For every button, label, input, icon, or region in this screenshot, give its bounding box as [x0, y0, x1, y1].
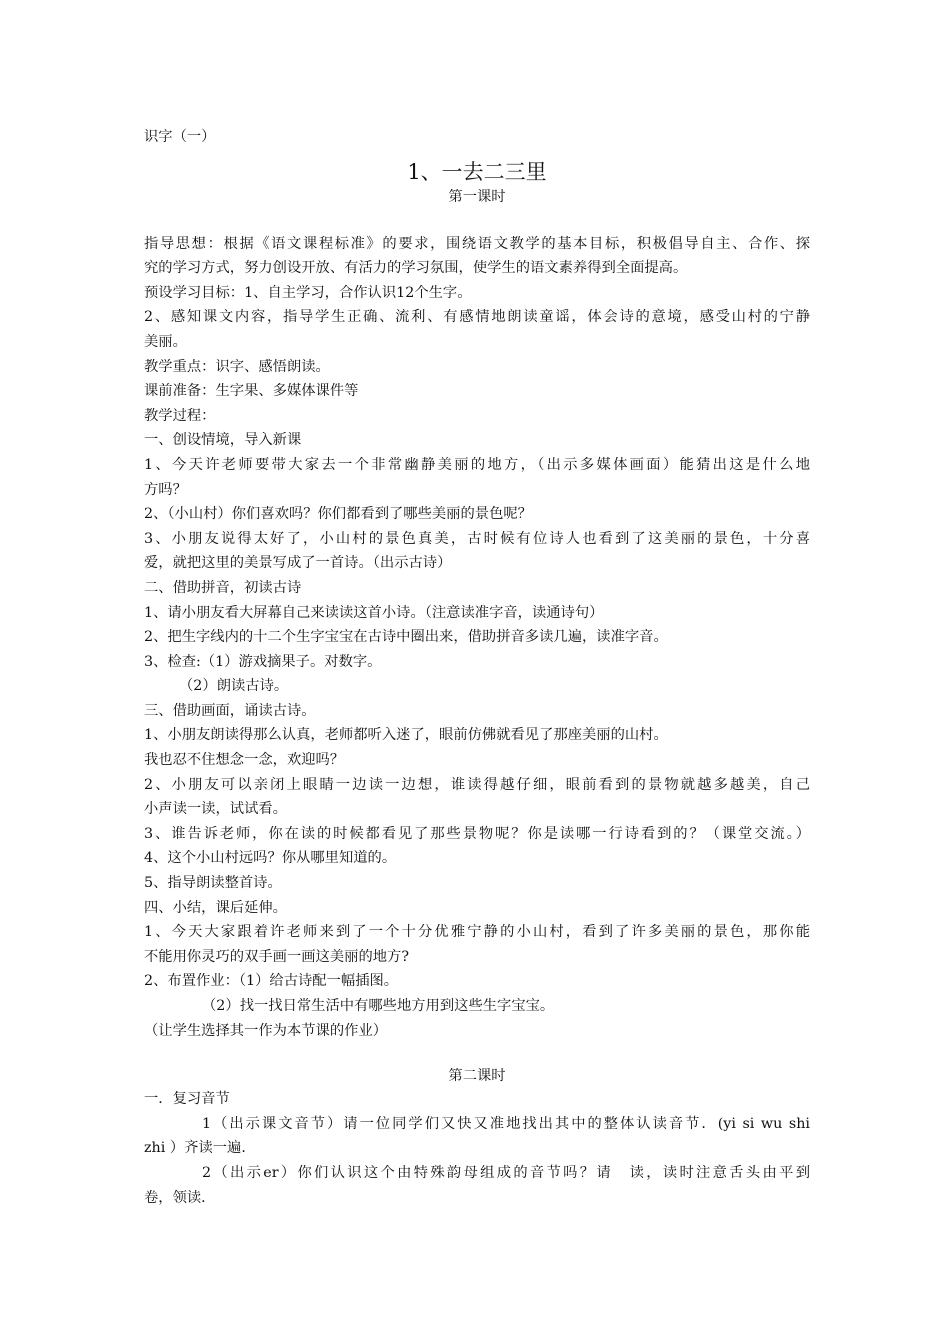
lesson2-section — [144, 1087, 810, 1210]
paragraph-line: 2、感知课文内容，指导学生正确、流利、有感情地朗读童谣，体会诗的意境，感受山村的宁静 — [144, 309, 810, 326]
lesson2-heading: 第二课时 — [448, 1068, 506, 1085]
spacer — [144, 1043, 810, 1065]
paragraph-line: 指导思想：根据《语文课程标准》的要求，围绕语文教学的基本目标，积极倡导自主、合作、探 — [144, 235, 810, 252]
paragraph-line: （让学生选择其一作为本节课的作业） — [144, 1022, 388, 1039]
paragraph-line: 我也忍不住想念一念，欢迎吗？ — [144, 752, 345, 769]
paragraph-line: 1、今天大家跟着许老师来到了一个十分优雅宁静的小山村，看到了许多美丽的景色，那你能 — [144, 924, 810, 941]
document-body — [144, 125, 810, 1210]
section-heading: 四、小结，课后延伸。 — [144, 899, 287, 916]
paragraph-line: 2（出示er）你们认识这个由特殊韵母组成的音节吗？请 读，读时注意舌头由平到 — [202, 1164, 810, 1181]
lesson1-heading: 第一课时 — [448, 188, 506, 205]
paragraph-line: 3、检查:（1）游戏摘果子。对数字。 — [144, 653, 382, 670]
paragraph-line: 2、布置作业：（1）给古诗配一幅插图。 — [144, 973, 399, 990]
section-heading: 二、借助拼音，初读古诗 — [144, 579, 302, 596]
paragraph-line: 美丽。 — [144, 333, 187, 350]
spacer — [144, 208, 810, 232]
paragraph-line: 2、（小山村）你们喜欢吗？你们都看到了哪些美丽的景色呢？ — [144, 506, 532, 523]
paragraph-line: 教学过程： — [144, 407, 216, 424]
paragraph-line: 1（出示课文音节）请一位同学们又快又准地找出其中的整体认读音节．(yi si wu shi — [202, 1115, 810, 1132]
paragraph-line: 1、今天许老师要带大家去一个非常幽静美丽的地方，（出示多媒体画面）能猜出这是什么地 — [144, 456, 810, 473]
lesson1-section — [144, 232, 810, 1044]
section-heading: 一．复习音节 — [144, 1091, 230, 1108]
section-heading: 三、借助画面，诵读古诗。 — [144, 702, 316, 719]
lesson-title: 1、一去二三里 — [407, 159, 547, 184]
paragraph-line: 4、这个小山村远吗？你从哪里知道的。 — [144, 850, 397, 867]
paragraph-line: 3、谁告诉老师，你在读的时候都看见了那些景物呢？你是读哪一行诗看到的？（课堂交流。） — [144, 825, 810, 842]
paragraph-line: 3、小朋友说得太好了，小山村的景色真美，古时候有位诗人也看到了这美丽的景色，十分喜 — [144, 530, 810, 547]
unit-label: 识字（一） — [144, 129, 216, 145]
paragraph-line: 1、小朋友朗读得那么认真，老师都听入迷了，眼前仿佛就看见了那座美丽的山村。 — [144, 727, 668, 744]
paragraph-line: （2）朗读古诗。 — [179, 678, 289, 695]
section-heading: 一、创设情境，导入新课 — [144, 432, 302, 449]
paragraph-line: 1、请小朋友看大屏幕自己来读读这首小诗。（注意读准字音，读通诗句） — [144, 604, 604, 621]
paragraph-line: 小声读一读，试试看。 — [144, 801, 287, 818]
paragraph-line: 卷，领读． — [144, 1189, 216, 1206]
paragraph-line: 2、小朋友可以亲闭上眼睛一边读一边想，谁读得越仔细，眼前看到的景物就越多越美，自己 — [144, 776, 810, 793]
paragraph-line: 课前准备：生字果、多媒体课件等 — [144, 383, 359, 400]
paragraph-line: zhi ）齐读一遍． — [144, 1140, 256, 1157]
paragraph-line: 爱，就把这里的美景写成了一首诗。（出示古诗） — [144, 555, 452, 572]
paragraph-line: 不能用你灵巧的双手画一画这美丽的地方? — [144, 948, 410, 965]
paragraph-line: 2、把生字线内的十二个生字宝宝在古诗中圈出来，借助拼音多读几遍，读准字音。 — [144, 629, 668, 646]
paragraph-line: 方吗？ — [144, 481, 187, 498]
paragraph-line: （2）找一找日常生活中有哪些地方用到这些生字宝宝。 — [202, 998, 555, 1014]
paragraph-line: 5、指导朗读整首诗。 — [144, 875, 282, 892]
paragraph-line: 究的学习方式，努力创设开放、有活力的学习氛围，使学生的语文素养得到全面提高。 — [144, 260, 688, 277]
paragraph-line: 预设学习目标：1、自主学习，合作认识12个生字。 — [144, 284, 472, 301]
paragraph-line: 教学重点：识字、感悟朗读。 — [144, 358, 330, 375]
